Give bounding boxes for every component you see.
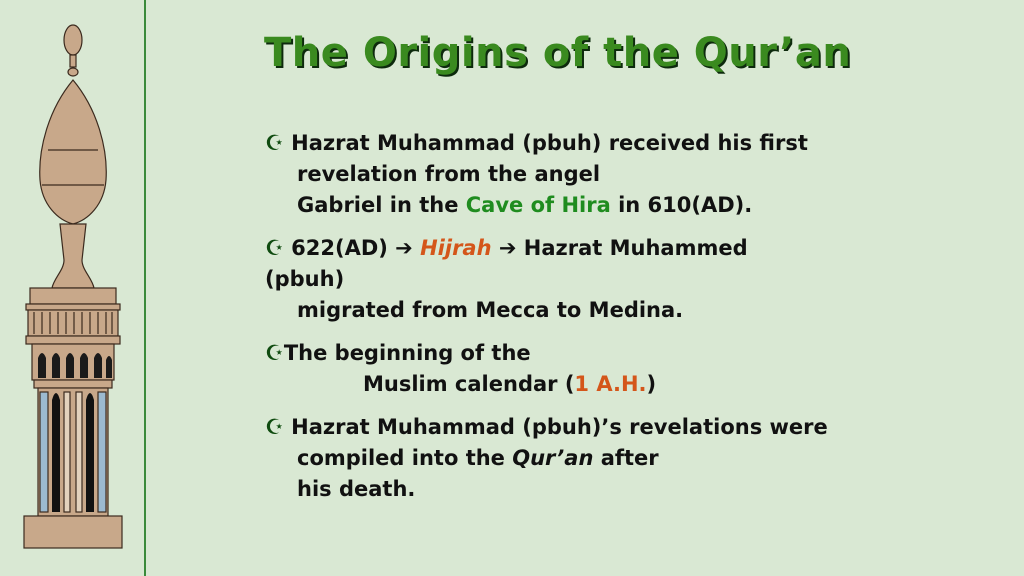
- bullet-4-line-1: Hazrat Muhammad (pbuh)’s revelations were: [291, 415, 828, 439]
- bullet-item-1: [265, 128, 865, 221]
- bullet-1-text: Gabriel in the: [297, 193, 466, 217]
- star-and-crescent-icon: ☪: [265, 341, 284, 365]
- bullet-4-text-end: after: [593, 446, 659, 470]
- bullet-3-line-1: The beginning of the: [283, 341, 531, 365]
- slide-title: The Origins of the Qur’an: [264, 30, 852, 76]
- arrow-icon: ➔: [395, 236, 413, 260]
- star-and-crescent-icon: ☪: [265, 236, 284, 260]
- left-divider-line: [144, 0, 146, 576]
- bullet-4-text: compiled into the: [297, 446, 513, 470]
- bullet-2-line-3: migrated from Mecca to Medina.: [297, 298, 684, 322]
- bullet-1-line-1: Hazrat Muhammad (pbuh) received his first: [291, 131, 808, 155]
- bullet-3-text-end: ): [646, 372, 657, 396]
- hijrah-highlight: Hijrah: [420, 236, 492, 260]
- bullet-item-2: [265, 233, 865, 326]
- bullet-4-line-3: his death.: [297, 477, 416, 501]
- star-and-crescent-icon: ☪: [265, 415, 284, 439]
- bullet-1-text-end: in 610(AD).: [610, 193, 753, 217]
- bullet-1-line-3: [265, 190, 865, 221]
- bullet-2-line-1-end: Hazrat Muhammed: [523, 236, 748, 260]
- arrow-icon: ➔: [498, 236, 517, 260]
- bullet-item-3: [265, 338, 865, 400]
- quran-italic: Qur’an: [512, 446, 594, 470]
- one-ah-highlight: 1 A.H.: [574, 372, 647, 396]
- star-and-crescent-icon: ☪: [265, 131, 284, 155]
- bullet-2-line-2: (pbuh): [265, 267, 345, 291]
- bullet-1-line-2: revelation from the angel: [297, 162, 601, 186]
- bullet-3-text: Muslim calendar (: [363, 372, 575, 396]
- bullet-list: [265, 128, 865, 517]
- bullet-2-date: 622(AD): [291, 236, 396, 260]
- minaret-illustration: [18, 20, 128, 550]
- bullet-item-4: [265, 412, 865, 505]
- bullet-4-line-2: [265, 443, 865, 474]
- cave-of-hira-highlight: Cave of Hira: [465, 193, 611, 217]
- bullet-3-line-2: [265, 369, 865, 400]
